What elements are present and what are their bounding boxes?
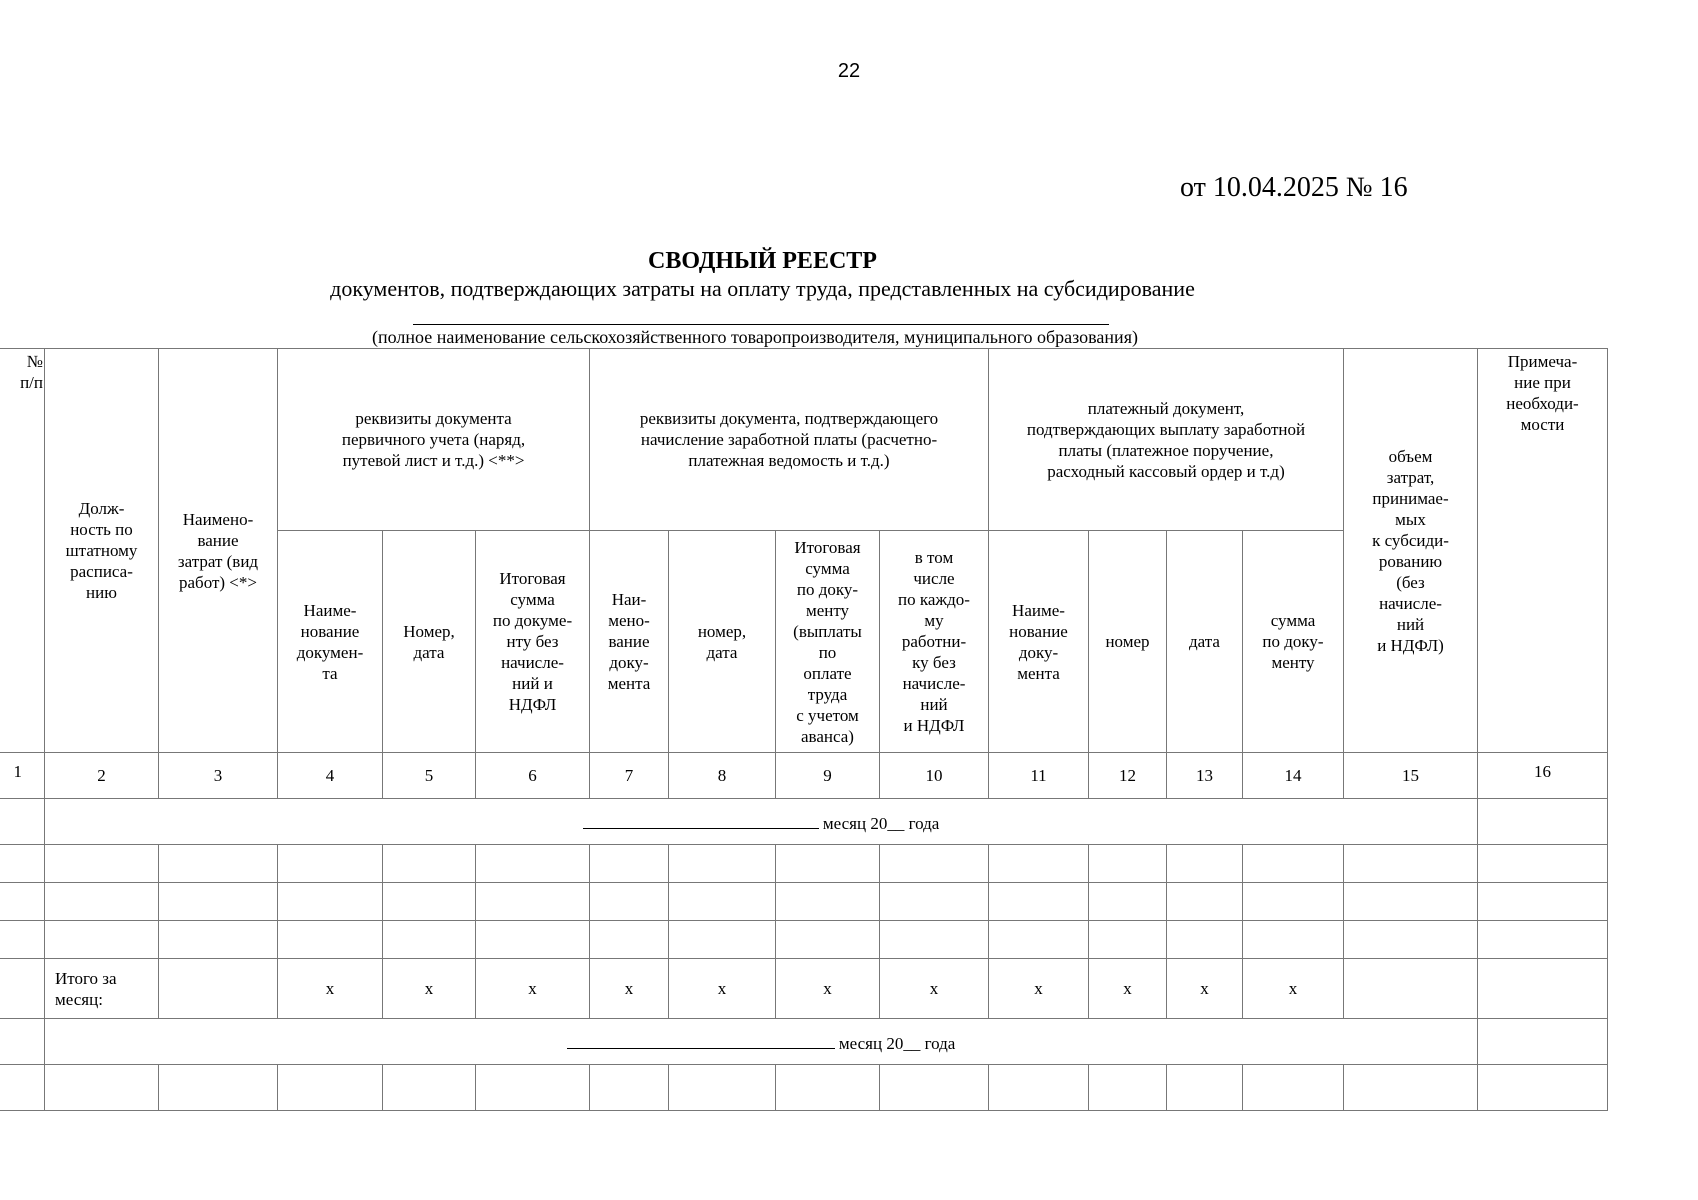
table-cell [880,921,989,959]
x-mark: x [383,959,476,1019]
x-mark: x [590,959,669,1019]
organization-name-line [413,324,1109,325]
header-col-3: Наимено- вание затрат (вид работ) <*> [159,349,278,753]
document-title: СВОДНЫЙ РЕЕСТР [648,248,877,274]
summary-register-table [0,348,1608,1111]
month-label [45,799,1478,845]
header-col-2: Долж- ность по штатному расписа- нию [45,349,159,753]
column-number: 14 [1243,753,1344,799]
header-col-6: Итоговая сумма по докуме- нту без начисле- ний и НДФЛ [476,531,590,753]
table-cell [1243,883,1344,921]
table-row [0,1065,1608,1111]
table-cell [1344,1065,1478,1111]
table-cell [1089,1065,1167,1111]
table-cell [989,921,1089,959]
table-cell [1167,883,1243,921]
header-col-9: Итоговая сумма по доку- менту (выплаты по оплате труда с учетом аванса) [776,531,880,753]
table-cell [590,845,669,883]
table-cell [45,921,159,959]
table-cell [1167,921,1243,959]
month-label-text: месяц 20__ года [838,1033,956,1053]
table-cell [776,883,880,921]
table-cell [590,1065,669,1111]
column-number: 5 [383,753,476,799]
table-cell [159,959,278,1019]
month-header-row-2 [0,1019,1608,1065]
table-cell [45,1065,159,1111]
table-cell [1344,845,1478,883]
table-cell [1478,883,1608,921]
header-col-5: Номер, дата [383,531,476,753]
table-cell [0,959,45,1019]
x-mark: x [776,959,880,1019]
table-cell [669,883,776,921]
header-col-7: Наи- мено- вание доку- мента [590,531,669,753]
table-cell [1243,921,1344,959]
header-group-payroll-docs: реквизиты документа, подтверждающего начисление заработной платы (расчетно- платежная ведомость и т.д.) [590,349,989,531]
table-cell [476,921,590,959]
table-cell [476,845,590,883]
table-cell [1089,921,1167,959]
table-cell [0,921,45,959]
column-number: 6 [476,753,590,799]
x-mark: x [278,959,383,1019]
column-number: 16 [1478,753,1608,799]
table-cell [383,883,476,921]
header-col-15: объем затрат, принимае- мых к субсиди- рованию (без начисле- ний и НДФЛ) [1344,349,1478,753]
table-cell [669,845,776,883]
header-col-16: Примеча- ние при необходи- мости [1478,349,1608,753]
table-cell [159,1065,278,1111]
column-number: 7 [590,753,669,799]
header-group-primary-docs: реквизиты документа первичного учета (наряд, путевой лист и т.д.) <**> [278,349,590,531]
table-cell [1478,1065,1608,1111]
x-mark: x [1243,959,1344,1019]
header-col-12: номер [1089,531,1167,753]
column-number: 13 [1167,753,1243,799]
table-cell [1478,921,1608,959]
table-cell [880,1065,989,1111]
table-cell [383,845,476,883]
table-row [0,845,1608,883]
table-cell [0,799,45,845]
column-number: 9 [776,753,880,799]
document-date-number: от 10.04.2025 № 16 [1180,172,1408,203]
table-cell [159,921,278,959]
table-cell [476,1065,590,1111]
table-cell [669,1065,776,1111]
header-col-13: дата [1167,531,1243,753]
table-cell [159,845,278,883]
table-cell [669,921,776,959]
table-cell [1089,883,1167,921]
month-header-row-1 [0,799,1608,845]
table-cell [590,883,669,921]
table-cell [1167,845,1243,883]
table-cell [278,883,383,921]
table-cell [989,883,1089,921]
column-number: 4 [278,753,383,799]
column-number: 2 [45,753,159,799]
table-cell [1478,799,1608,845]
table-cell [278,921,383,959]
header-col-14: сумма по доку- менту [1243,531,1344,753]
table-cell [0,883,45,921]
table-cell [1167,1065,1243,1111]
table-cell [1344,959,1478,1019]
x-mark: x [476,959,590,1019]
month-blank-line [583,810,819,829]
column-number: 15 [1344,753,1478,799]
column-number: 8 [669,753,776,799]
column-number-row [0,753,1608,799]
table-cell [0,1019,45,1065]
table-cell [1478,1019,1608,1065]
table-cell [1243,845,1344,883]
table-cell [1478,845,1608,883]
table-cell [590,921,669,959]
header-col-11: Наиме- нование доку- мента [989,531,1089,753]
header-col-4: Наиме- нование докумен- та [278,531,383,753]
x-mark: x [989,959,1089,1019]
organization-name-caption: (полное наименование сельскохозяйственного товаропроизводителя, муниципального образования) [372,327,1138,347]
table-cell [1478,959,1608,1019]
table-cell [1243,1065,1344,1111]
table-cell [0,1065,45,1111]
table-cell [776,921,880,959]
table-cell [383,921,476,959]
table-cell [989,845,1089,883]
column-number: 10 [880,753,989,799]
table-cell [1344,883,1478,921]
table-cell [476,883,590,921]
table-cell [880,883,989,921]
table-cell [880,845,989,883]
column-number: 3 [159,753,278,799]
table-cell [45,883,159,921]
table-row [0,921,1608,959]
header-col-1: № п/п [0,349,45,753]
table-cell [278,845,383,883]
table-cell [1089,845,1167,883]
table-row [0,883,1608,921]
table-cell [776,1065,880,1111]
table-cell [45,845,159,883]
x-mark: x [880,959,989,1019]
header-row-groups [0,349,1608,531]
column-number: 12 [1089,753,1167,799]
header-col-10: в том числе по каждо- му работни- ку без начисле- ний и НДФЛ [880,531,989,753]
table-cell [0,845,45,883]
column-number: 11 [989,753,1089,799]
x-mark: x [669,959,776,1019]
table-cell [989,1065,1089,1111]
column-number: 1 [0,753,45,799]
month-label-text: месяц 20__ года [822,813,940,833]
monthly-total-label: Итого за месяц: [45,959,159,1019]
document-subtitle: документов, подтверждающих затраты на оплату труда, представленных на субсидирование [330,276,1195,301]
table-cell [159,883,278,921]
table-cell [776,845,880,883]
x-mark: x [1167,959,1243,1019]
month-label [45,1019,1478,1065]
monthly-total-row [0,959,1608,1019]
table-cell [1344,921,1478,959]
table-cell [278,1065,383,1111]
page-number: 22 [837,60,861,82]
month-blank-line [567,1030,835,1049]
header-col-8: номер, дата [669,531,776,753]
header-group-payment-docs: платежный документ, подтверждающих выплату заработной платы (платежное поручение, расходный кассовый ордер и т.д) [989,349,1344,531]
x-mark: x [1089,959,1167,1019]
table-cell [383,1065,476,1111]
